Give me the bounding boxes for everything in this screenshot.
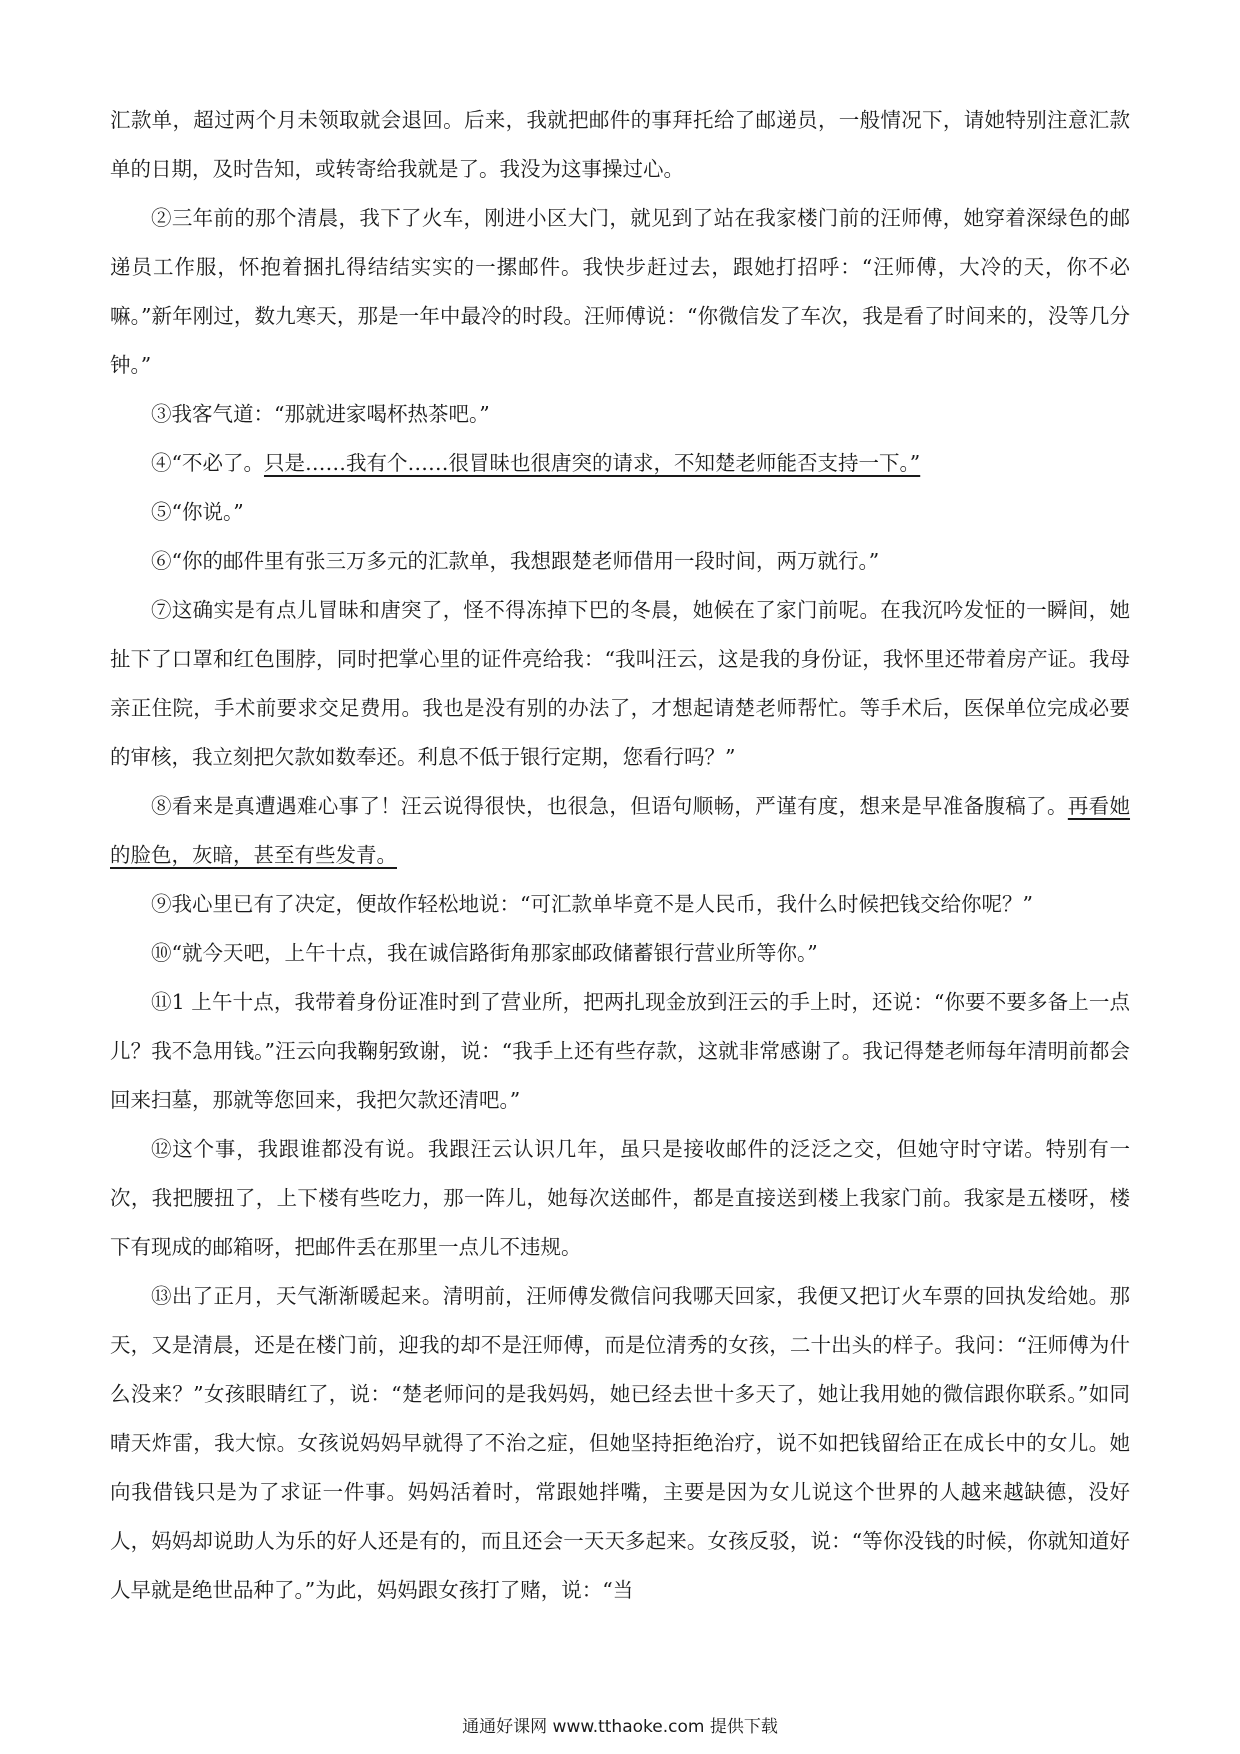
paragraph-9: ⑨我心里已有了决定，便故作轻松地说：“可汇款单毕竟不是人民币，我什么时候把钱交给你呢？” <box>151 892 1033 916</box>
paragraph-10: ⑩“就今天吧，上午十点，我在诚信路街角那家邮政储蓄银行营业所等你。” <box>151 941 818 965</box>
underlined-sentence-4: 只是……我有个……很冒昧也很唐突的请求，不知楚老师能否支持一下。” <box>263 451 921 475</box>
paragraph-7: ⑦这确实是有点儿冒昧和唐突了，怪不得冻掉下巴的冬晨，她候在了家门前呢。在我沉吟发怔的一瞬间，她扯下了口罩和红色围脖，同时把掌心里的证件亮给我：“我叫汪云，这是我的身份证，我怀里还带着房产证。我母亲正住院，手术前要求交足费用。我也是没有别的办法了，才想起请楚老师帮忙。等手术后，医保单位完成必要的审核，我立刻把欠款如数奉还。利息不低于银行定期，您看行吗？” <box>110 598 1130 769</box>
paragraph-continued: 汇款单，超过两个月未领取就会退回。后来，我就把邮件的事拜托给了邮递员，一般情况下，请她特别注意汇款单的日期，及时告知，或转寄给我就是了。我没为这事操过心。 <box>110 108 1130 181</box>
paragraph-2: ②三年前的那个清晨，我下了火车，刚进小区大门，就见到了站在我家楼门前的汪师傅，她穿着深绿色的邮递员工作服，怀抱着捆扎得结结实实的一摞邮件。我快步赶过去，跟她打招呼：“汪师傅，大冷的天，你不必嘛。”新年刚过，数九寒天，那是一年中最冷的时段。汪师傅说：“你微信发了车次，我是看了时间来的，没等几分钟。” <box>110 206 1130 377</box>
paragraph-4 <box>110 439 1130 488</box>
paragraph-4-lead: ④“不必了。 <box>151 451 264 475</box>
paragraph-6: ⑥“你的邮件里有张三万多元的汇款单，我想跟楚老师借用一段时间，两万就行。” <box>151 549 880 573</box>
paragraph-8 <box>110 782 1130 880</box>
paragraph-3: ③我客气道：“那就进家喝杯热茶吧。” <box>151 402 490 426</box>
paragraph-8-lead: ⑧看来是真遭遇难心事了！汪云说得很快，也很急，但语句顺畅，严谨有度，想来是早准备腹稿了。 <box>151 794 1068 818</box>
paragraph-12: ⑫这个事，我跟谁都没有说。我跟汪云认识几年，虽只是接收邮件的泛泛之交，但她守时守诺。特别有一次，我把腰扭了，上下楼有些吃力，那一阵儿，她每次送邮件，都是直接送到楼上我家门前。我家是五楼呀，楼下有现成的邮箱呀，把邮件丢在那里一点儿不违规。 <box>110 1137 1130 1259</box>
paragraph-5: ⑤“你说。” <box>151 500 244 524</box>
page-footer: 通通好课网 www.tthaoke.com 提供下载 <box>462 1717 778 1737</box>
underlined-sentence-8: 再看她的脸色，灰暗，甚至有些发青。 <box>110 794 1131 867</box>
paragraph-11: ⑪1 上午十点，我带着身份证准时到了营业所，把两扎现金放到汪云的手上时，还说：“你要不要多备上一点儿？我不急用钱。”汪云向我鞠躬致谢，说：“我手上还有些存款，这就非常感谢了。我记得楚老师每年清明前都会回来扫墓，那就等您回来，我把欠款还清吧。” <box>110 990 1130 1112</box>
article-body <box>110 96 1130 1615</box>
paragraph-13: ⑬出了正月，天气渐渐暖起来。清明前，汪师傅发微信问我哪天回家，我便又把订火车票的回执发给她。那天，又是清晨，还是在楼门前，迎我的却不是汪师傅，而是位清秀的女孩，二十出头的样子。我问：“汪师傅为什么没来？”女孩眼睛红了，说：“楚老师问的是我妈妈，她已经去世十多天了，她让我用她的微信跟你联系。”如同晴天炸雷，我大惊。女孩说妈妈早就得了不治之症，但她坚持拒绝治疗，说不如把钱留给正在成长中的女儿。她向我借钱只是为了求证一件事。妈妈活着时，常跟她拌嘴，主要是因为女儿说这个世界的人越来越缺德，没好人，妈妈却说助人为乐的好人还是有的，而且还会一天天多起来。女孩反驳，说：“等你没钱的时候，你就知道好人早就是绝世品种了。”为此，妈妈跟女孩打了赌，说：“当 <box>110 1284 1130 1602</box>
